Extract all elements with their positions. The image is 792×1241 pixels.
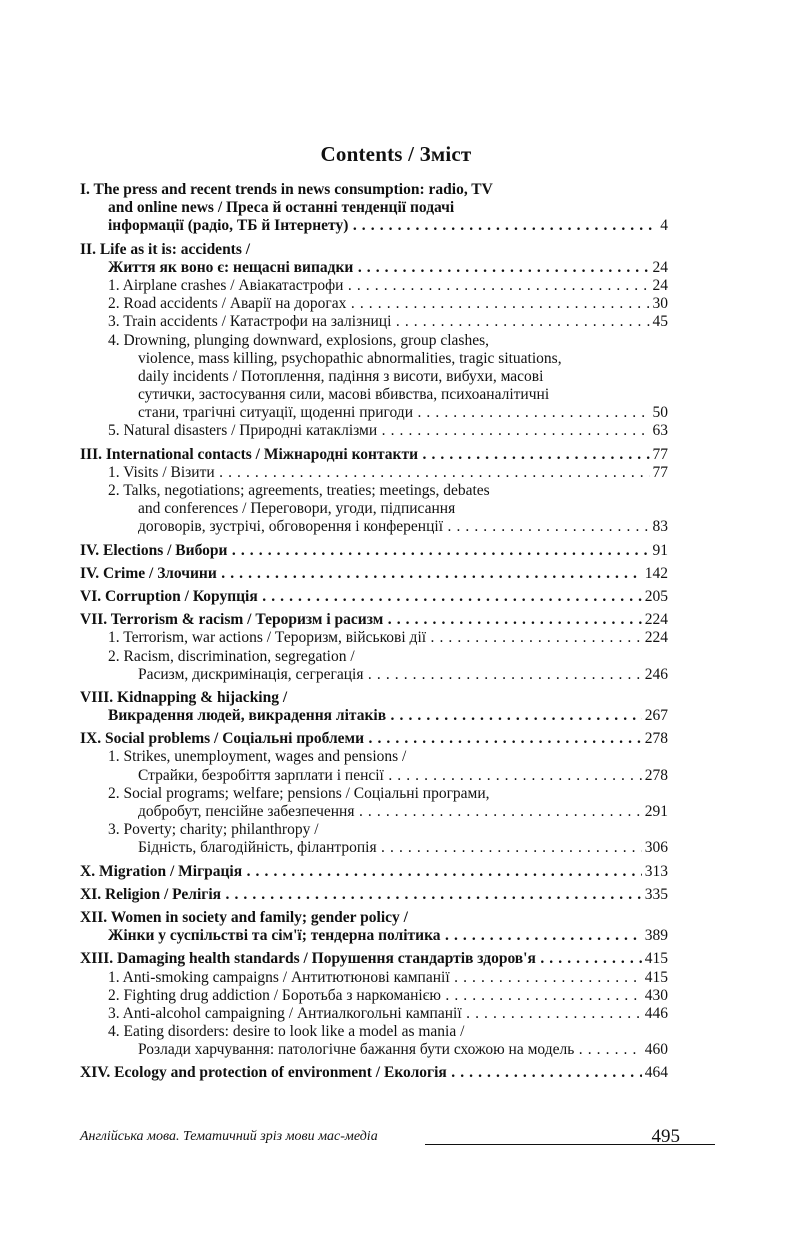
toc-item-title: добробут, пенсійне забезпечення . . . <box>80 803 668 821</box>
toc-item-line <box>80 1005 668 1023</box>
toc-item-line <box>80 767 668 785</box>
toc-item-line <box>80 386 668 404</box>
toc-section-line <box>80 611 668 629</box>
toc-item-title: 2. Road accidents / Аварії на дорогах . . . <box>80 295 668 313</box>
toc-item-title: 3. Poverty; charity; philanthropy / <box>108 821 319 839</box>
toc-page-number: 50 <box>650 404 669 422</box>
toc-section-line <box>80 588 668 606</box>
toc-section-line <box>80 689 668 707</box>
toc-item-line <box>80 518 668 536</box>
toc-page-number: 77 <box>650 464 669 482</box>
toc-item-title: Страйки, безробіття зарплати і пенсії . . . <box>80 767 668 785</box>
toc-item-line <box>80 1023 668 1041</box>
toc-item-title: daily incidents / Потоплення, падіння з висоти, вибухи, масові <box>138 367 544 385</box>
toc-item-title: 2. Social programs; welfare; pensions / Соціальні програми, <box>108 784 490 802</box>
page-footer <box>80 1126 680 1152</box>
toc-section-line <box>80 217 668 235</box>
toc-section <box>80 542 668 560</box>
toc-section <box>80 181 668 236</box>
toc-page-number: 267 <box>642 707 668 725</box>
toc-item-title: 2. Talks, negotiations; agreements, treaties; meetings, debates <box>108 482 490 499</box>
toc-section <box>80 909 668 945</box>
toc-section <box>80 446 668 537</box>
toc-section-line <box>80 950 668 968</box>
toc-page-number: 224 <box>642 611 668 629</box>
toc-page-number: 246 <box>642 666 668 684</box>
toc-item-title: сутички, застосування сили, масові вбивства, психоаналітичні <box>138 386 550 404</box>
toc-section-title: XIII. Damaging health standards / Порушення стандартів здоров'я . . . <box>80 950 668 968</box>
toc-item-line <box>80 295 668 313</box>
toc-page-number: 24 <box>650 259 669 277</box>
toc-item-line <box>80 748 668 766</box>
toc-item-title: 1. Anti-smoking campaigns / Антитютюнові кампанії . . . <box>80 969 668 987</box>
page-title: Contents / Зміст <box>320 142 472 166</box>
toc-section-line <box>80 542 668 560</box>
toc-page-number: 464 <box>642 1064 668 1082</box>
toc-section-title: IV. Crime / Злочини . . . <box>80 565 668 583</box>
toc-section <box>80 611 668 684</box>
toc-page-number: 91 <box>650 542 669 560</box>
toc-section-title: VII. Terrorism & racism / Тероризм і расизм . . . <box>80 611 668 629</box>
toc-page-number: 415 <box>642 969 668 987</box>
toc-section-line <box>80 863 668 881</box>
toc-section-title: IV. Elections / Вибори . . . <box>80 542 668 560</box>
toc-page-number: 389 <box>642 927 668 945</box>
toc-section-line <box>80 730 668 748</box>
toc-page-number: 24 <box>650 277 669 295</box>
toc-page-number: 278 <box>642 767 668 785</box>
toc-section <box>80 241 668 441</box>
toc-section-title: інформації (радіо, ТБ й Інтернету) . . . <box>80 217 668 235</box>
toc-section-line <box>80 199 668 217</box>
toc-page-number: 205 <box>642 588 668 606</box>
toc-item-line <box>80 821 668 839</box>
toc-item-title: violence, mass killing, psychopathic abnormalities, tragic situations, <box>138 349 562 367</box>
toc-item-title: 1. Airplane crashes / Авіакатастрофи . . . <box>80 277 668 295</box>
toc-item-line <box>80 464 668 482</box>
toc-page-number: 460 <box>642 1041 668 1059</box>
toc-item-title: стани, трагічні ситуації, щоденні пригоди . . . <box>80 404 668 422</box>
toc-section-title: X. Migration / Міграція . . . <box>80 863 668 881</box>
toc-page-number: 415 <box>642 950 668 968</box>
toc-section-line <box>80 909 668 927</box>
toc-item-line <box>80 839 668 857</box>
toc-item-line <box>80 277 668 295</box>
toc-item-title: 2. Racism, discrimination, segregation / <box>108 647 355 665</box>
toc-section <box>80 886 668 904</box>
toc-page-number: 63 <box>650 422 669 440</box>
toc-item-line <box>80 666 668 684</box>
toc-page-number: 83 <box>650 518 669 536</box>
toc-section-title: and online news / Преса й останні тенденції подачі <box>108 199 455 217</box>
toc-section <box>80 863 668 881</box>
toc-section-line <box>80 241 668 259</box>
toc-section-line <box>80 886 668 904</box>
toc-item-line <box>80 648 668 666</box>
toc-section-line <box>80 927 668 945</box>
toc-section <box>80 588 668 606</box>
toc-section <box>80 1064 668 1082</box>
toc-page-number: 446 <box>642 1005 668 1023</box>
toc-item-title: 1. Visits / Візити . . . <box>80 464 668 482</box>
toc-item-line <box>80 500 668 518</box>
toc-item-line <box>80 368 668 386</box>
toc-item-line <box>80 313 668 331</box>
toc-page-number: 142 <box>642 565 668 583</box>
toc-page-number: 77 <box>650 446 669 464</box>
toc-section-line <box>80 565 668 583</box>
toc-page-number: 306 <box>642 839 668 857</box>
toc-section-title: I. The press and recent trends in news consumption: radio, TV <box>80 181 493 198</box>
toc-section-title: XII. Women in society and family; gender policy / <box>80 908 408 926</box>
toc-section <box>80 689 668 725</box>
toc-section <box>80 730 668 857</box>
toc-item-title: and conferences / Переговори, угоди, підписання <box>138 500 456 518</box>
toc-section-title: VIII. Kidnapping & hijacking / <box>80 688 288 706</box>
toc-page-number: 224 <box>642 629 668 647</box>
toc-section-title: Жінки у суспільстві та сім'ї; тендерна політика . . . <box>80 927 668 945</box>
toc-page-number: 45 <box>650 313 669 331</box>
toc-item-line <box>80 350 668 368</box>
table-of-contents <box>80 181 668 1088</box>
toc-page-number: 430 <box>642 987 668 1005</box>
toc-item-line <box>80 987 668 1005</box>
toc-item-title: 1. Strikes, unemployment, wages and pensions / <box>108 748 407 766</box>
footer-book-title: Англійська мова. Тематичний зріз мови мас-медіа <box>80 1129 378 1144</box>
toc-item-title: 4. Drowning, plunging downward, explosions, group clashes, <box>108 331 489 349</box>
toc-item-line <box>80 785 668 803</box>
toc-section-title: III. International contacts / Міжнародні контакти . . . <box>80 446 668 464</box>
toc-item-title: Бідність, благодійність, філантропія . . . <box>80 839 668 857</box>
toc-section-title: Викрадення людей, викрадення літаків . . . <box>80 707 668 725</box>
toc-page-number: 278 <box>642 730 668 748</box>
toc-item-title: 4. Eating disorders: desire to look like a model as mania / <box>108 1023 465 1041</box>
toc-section-line <box>80 1064 668 1082</box>
toc-section-line <box>80 446 668 464</box>
toc-item-title: 1. Terrorism, war actions / Тероризм, військові дії . . . <box>80 629 668 647</box>
toc-page-number: 313 <box>642 863 668 881</box>
toc-section-title: IX. Social problems / Соціальні проблеми . . . <box>80 730 668 748</box>
toc-section-title: II. Life as it is: accidents / <box>80 240 251 258</box>
toc-item-line <box>80 422 668 440</box>
toc-item-title: 5. Natural disasters / Природні катаклізми . . . <box>80 422 668 440</box>
toc-page-number: 30 <box>650 295 669 313</box>
toc-section-title: VI. Corruption / Корупція . . . <box>80 588 668 606</box>
toc-item-line <box>80 803 668 821</box>
toc-section-line <box>80 181 668 199</box>
toc-item-title: договорів, зустрічі, обговорення і конференції . . . <box>80 518 668 536</box>
toc-item-line <box>80 1041 668 1059</box>
toc-section-title: Життя як воно є: нещасні випадки . . . <box>80 259 668 277</box>
toc-item-line <box>80 404 668 422</box>
toc-page-number: 291 <box>642 803 668 821</box>
toc-section-line <box>80 707 668 725</box>
toc-item-title: 2. Fighting drug addiction / Боротьба з наркоманією . . . <box>80 987 668 1005</box>
toc-item-line <box>80 969 668 987</box>
toc-section-line <box>80 259 668 277</box>
toc-section-title: XIV. Ecology and protection of environment / Екологія . . . <box>80 1064 668 1082</box>
toc-item-title: 3. Anti-alcohol campaigning / Антиалкогольні кампанії . . . <box>80 1005 668 1023</box>
toc-item-title: 3. Train accidents / Катастрофи на залізниці . . . <box>80 313 668 331</box>
toc-item-line <box>80 629 668 647</box>
toc-page-number: 335 <box>642 886 668 904</box>
toc-section-title: XI. Religion / Релігія . . . <box>80 886 668 904</box>
toc-section <box>80 565 668 583</box>
toc-section <box>80 950 668 1059</box>
toc-item-title: Расизм, дискримінація, сегрегація . . . <box>80 666 668 684</box>
toc-item-line <box>80 482 668 500</box>
page-number: 495 <box>651 1126 680 1147</box>
toc-page-number: 4 <box>657 217 668 235</box>
toc-item-line <box>80 332 668 350</box>
toc-item-title: Розлади харчування: патологічне бажання бути схожою на модель . . . <box>80 1041 668 1059</box>
